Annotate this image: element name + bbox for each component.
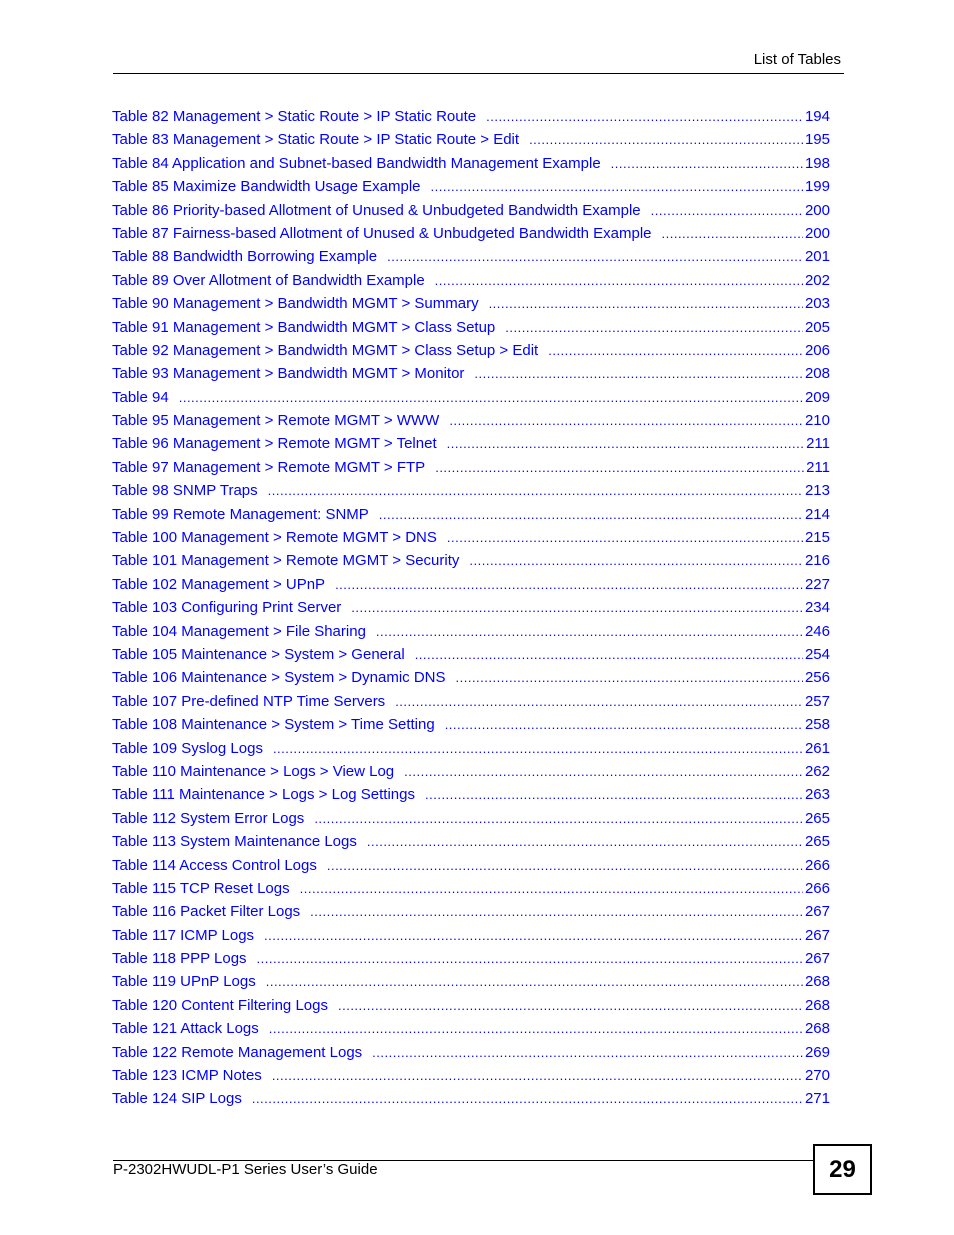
toc-entry-page: 199 bbox=[804, 178, 830, 196]
toc-entry-page: 269 bbox=[804, 1043, 830, 1061]
toc-entry-page: 213 bbox=[804, 482, 830, 500]
toc-entry-page: 216 bbox=[804, 552, 830, 570]
toc-entry-label: Table 107 Pre-defined NTP Time Servers bbox=[112, 692, 386, 710]
dot-leader bbox=[335, 573, 803, 596]
toc-entry-page: 234 bbox=[804, 599, 830, 617]
toc-entry[interactable] bbox=[112, 970, 830, 993]
toc-entry[interactable] bbox=[112, 152, 830, 175]
dot-leader bbox=[273, 737, 803, 760]
toc-entry-label: Table 108 Maintenance > System > Time Setting bbox=[112, 716, 435, 734]
dot-leader bbox=[367, 830, 803, 853]
toc-entry-page: 200 bbox=[804, 224, 830, 242]
toc-entry-label: Table 113 System Maintenance Logs bbox=[112, 833, 357, 851]
toc-entry-label: Table 123 ICMP Notes bbox=[112, 1067, 262, 1085]
dot-leader bbox=[431, 175, 803, 198]
toc-entry-page: 208 bbox=[804, 365, 830, 383]
toc-entry[interactable] bbox=[112, 1087, 830, 1110]
toc-entry-page: 266 bbox=[804, 879, 830, 897]
dot-leader bbox=[351, 596, 803, 619]
toc-entry[interactable] bbox=[112, 643, 830, 666]
toc-entry[interactable] bbox=[112, 222, 830, 245]
toc-entry-page: 203 bbox=[804, 295, 830, 313]
dot-leader bbox=[456, 666, 803, 689]
toc-entry[interactable] bbox=[112, 1041, 830, 1064]
toc-entry-label: Table 102 Management > UPnP bbox=[112, 575, 326, 593]
toc-entry[interactable] bbox=[112, 713, 830, 736]
toc-entry-page: 211 bbox=[806, 458, 830, 476]
toc-entry[interactable] bbox=[112, 549, 830, 572]
toc-entry-label: Table 91 Management > Bandwidth MGMT > Class Setup bbox=[112, 318, 496, 336]
toc-entry-label: Table 86 Priority-based Allotment of Unused & Unbudgeted Bandwidth Example bbox=[112, 201, 641, 219]
toc-entry[interactable] bbox=[112, 854, 830, 877]
toc-entry-page: 215 bbox=[804, 529, 830, 547]
toc-entry-page: 205 bbox=[804, 318, 830, 336]
toc-entry[interactable] bbox=[112, 105, 830, 128]
guide-title: P-2302HWUDL-P1 Series User’s Guide bbox=[113, 1161, 378, 1178]
dot-leader bbox=[651, 199, 803, 222]
toc-entry-label: Table 92 Management > Bandwidth MGMT > Class Setup > Edit bbox=[112, 341, 539, 359]
toc-entry[interactable] bbox=[112, 362, 830, 385]
toc-entry[interactable] bbox=[112, 830, 830, 853]
toc-entry-label: Table 101 Management > Remote MGMT > Security bbox=[112, 552, 460, 570]
section-title: List of Tables bbox=[753, 51, 841, 68]
toc-entry-page: 267 bbox=[804, 926, 830, 944]
dot-leader bbox=[662, 222, 803, 245]
toc-entry-page: 268 bbox=[804, 996, 830, 1014]
dot-leader bbox=[379, 503, 803, 526]
toc-entry-label: Table 99 Remote Management: SNMP bbox=[112, 505, 369, 523]
toc-entry[interactable] bbox=[112, 783, 830, 806]
toc-entry-page: 270 bbox=[804, 1067, 830, 1085]
toc-entry-label: Table 94 bbox=[112, 388, 169, 406]
toc-entry[interactable] bbox=[112, 386, 830, 409]
toc-entry-label: Table 115 TCP Reset Logs bbox=[112, 879, 290, 897]
dot-leader bbox=[447, 432, 804, 455]
toc-entry[interactable] bbox=[112, 128, 830, 151]
dot-leader bbox=[529, 128, 803, 151]
toc-entry[interactable] bbox=[112, 456, 830, 479]
dot-leader bbox=[449, 409, 803, 432]
toc-entry-page: 206 bbox=[804, 341, 830, 359]
dot-leader bbox=[327, 854, 803, 877]
toc-entry-label: Table 103 Configuring Print Server bbox=[112, 599, 342, 617]
dot-leader bbox=[611, 152, 803, 175]
dot-leader bbox=[387, 245, 803, 268]
toc-entry-label: Table 95 Management > Remote MGMT > WWW bbox=[112, 412, 440, 430]
toc-entry[interactable] bbox=[112, 620, 830, 643]
toc-entry-label: Table 83 Management > Static Route > IP Static Route > Edit bbox=[112, 131, 520, 149]
dot-leader bbox=[435, 269, 803, 292]
toc-entry-page: 198 bbox=[804, 154, 830, 172]
toc-entry[interactable] bbox=[112, 877, 830, 900]
toc-entry-label: Table 82 Management > Static Route > IP Static Route bbox=[112, 108, 477, 125]
page-number-box bbox=[813, 1144, 872, 1195]
toc-entry-page: 202 bbox=[804, 271, 830, 289]
toc-entry[interactable] bbox=[112, 1064, 830, 1087]
toc-entry-label: Table 120 Content Filtering Logs bbox=[112, 996, 328, 1014]
header-divider bbox=[113, 73, 844, 74]
toc-entry[interactable] bbox=[112, 994, 830, 1017]
dot-leader bbox=[404, 760, 803, 783]
toc-entry[interactable] bbox=[112, 807, 830, 830]
toc-entry[interactable] bbox=[112, 292, 830, 315]
list-of-tables bbox=[112, 105, 830, 1111]
toc-entry[interactable] bbox=[112, 339, 830, 362]
toc-entry[interactable] bbox=[112, 526, 830, 549]
toc-entry-page: 211 bbox=[806, 435, 830, 453]
toc-entry[interactable] bbox=[112, 199, 830, 222]
dot-leader bbox=[486, 105, 803, 128]
dot-leader bbox=[252, 1087, 803, 1110]
toc-entry-label: Table 112 System Error Logs bbox=[112, 809, 305, 827]
toc-entry-label: Table 85 Maximize Bandwidth Usage Example bbox=[112, 178, 421, 196]
toc-entry-page: 265 bbox=[804, 809, 830, 827]
dot-leader bbox=[469, 549, 803, 572]
dot-leader bbox=[264, 924, 803, 947]
toc-entry-page: 210 bbox=[804, 412, 830, 430]
dot-leader bbox=[415, 643, 803, 666]
toc-entry-label: Table 96 Management > Remote MGMT > Telnet bbox=[112, 435, 437, 453]
toc-entry-page: 266 bbox=[804, 856, 830, 874]
toc-entry-page: 271 bbox=[804, 1090, 830, 1108]
toc-entry-page: 267 bbox=[804, 903, 830, 921]
toc-entry-page: 200 bbox=[804, 201, 830, 219]
toc-entry[interactable] bbox=[112, 245, 830, 268]
toc-entry-label: Table 97 Management > Remote MGMT > FTP bbox=[112, 458, 426, 476]
dot-leader bbox=[310, 900, 803, 923]
toc-entry-label: Table 110 Maintenance > Logs > View Log bbox=[112, 762, 395, 780]
toc-entry-label: Table 89 Over Allotment of Bandwidth Example bbox=[112, 271, 425, 289]
toc-entry-label: Table 121 Attack Logs bbox=[112, 1020, 259, 1038]
toc-entry[interactable] bbox=[112, 409, 830, 432]
toc-entry[interactable] bbox=[112, 596, 830, 619]
toc-entry[interactable] bbox=[112, 503, 830, 526]
dot-leader bbox=[435, 456, 804, 479]
toc-entry-label: Table 116 Packet Filter Logs bbox=[112, 903, 301, 921]
toc-entry[interactable] bbox=[112, 1017, 830, 1040]
toc-entry-label: Table 87 Fairness-based Allotment of Unused & Unbudgeted Bandwidth Example bbox=[112, 224, 652, 242]
toc-entry-label: Table 93 Management > Bandwidth MGMT > Monitor bbox=[112, 365, 465, 383]
toc-entry[interactable] bbox=[112, 316, 830, 339]
toc-entry-label: Table 98 SNMP Traps bbox=[112, 482, 258, 500]
toc-entry-page: 254 bbox=[804, 645, 830, 663]
dot-leader bbox=[548, 339, 803, 362]
dot-leader bbox=[272, 1064, 803, 1087]
dot-leader bbox=[489, 292, 803, 315]
toc-entry-page: 214 bbox=[804, 505, 830, 523]
toc-entry-page: 227 bbox=[804, 575, 830, 593]
dot-leader bbox=[300, 877, 803, 900]
toc-entry-page: 268 bbox=[804, 973, 830, 991]
toc-entry[interactable] bbox=[112, 666, 830, 689]
toc-entry-page: 246 bbox=[804, 622, 830, 640]
toc-entry[interactable] bbox=[112, 760, 830, 783]
page-number: 29 bbox=[829, 1155, 856, 1183]
toc-entry[interactable] bbox=[112, 900, 830, 923]
toc-entry-page: 267 bbox=[804, 950, 830, 968]
toc-entry-label: Table 105 Maintenance > System > General bbox=[112, 645, 405, 663]
dot-leader bbox=[257, 947, 803, 970]
toc-entry-label: Table 124 SIP Logs bbox=[112, 1090, 242, 1108]
toc-entry-label: Table 117 ICMP Logs bbox=[112, 926, 255, 944]
dot-leader bbox=[445, 713, 803, 736]
dot-leader bbox=[266, 970, 803, 993]
toc-entry-label: Table 122 Remote Management Logs bbox=[112, 1043, 363, 1061]
toc-entry-label: Table 104 Management > File Sharing bbox=[112, 622, 366, 640]
dot-leader bbox=[395, 690, 803, 713]
toc-entry-page: 209 bbox=[804, 388, 830, 406]
toc-entry-label: Table 106 Maintenance > System > Dynamic DNS bbox=[112, 669, 446, 687]
toc-entry[interactable] bbox=[112, 690, 830, 713]
toc-entry-page: 195 bbox=[804, 131, 830, 149]
dot-leader bbox=[314, 807, 803, 830]
toc-entry-label: Table 119 UPnP Logs bbox=[112, 973, 256, 991]
toc-entry-page: 258 bbox=[804, 716, 830, 734]
toc-entry-label: Table 114 Access Control Logs bbox=[112, 856, 317, 874]
toc-entry-label: Table 109 Syslog Logs bbox=[112, 739, 263, 757]
toc-entry-page: 262 bbox=[804, 762, 830, 780]
toc-entry-label: Table 118 PPP Logs bbox=[112, 950, 247, 968]
dot-leader bbox=[269, 1017, 803, 1040]
toc-entry-page: 194 bbox=[804, 108, 830, 125]
toc-entry[interactable] bbox=[112, 924, 830, 947]
toc-entry-label: Table 88 Bandwidth Borrowing Example bbox=[112, 248, 378, 266]
dot-leader bbox=[338, 994, 803, 1017]
dot-leader bbox=[376, 620, 803, 643]
dot-leader bbox=[268, 479, 803, 502]
toc-entry-label: Table 111 Maintenance > Logs > Log Settings bbox=[112, 786, 415, 804]
dot-leader bbox=[425, 783, 803, 806]
toc-entry-label: Table 90 Management > Bandwidth MGMT > Summary bbox=[112, 295, 479, 313]
toc-entry-page: 256 bbox=[804, 669, 830, 687]
toc-entry[interactable] bbox=[112, 573, 830, 596]
toc-entry[interactable] bbox=[112, 175, 830, 198]
toc-entry-page: 257 bbox=[804, 692, 830, 710]
toc-entry-page: 201 bbox=[804, 248, 830, 266]
toc-entry-page: 261 bbox=[804, 739, 830, 757]
toc-entry[interactable] bbox=[112, 737, 830, 760]
toc-entry-page: 265 bbox=[804, 833, 830, 851]
dot-leader bbox=[179, 386, 803, 409]
toc-entry-label: Table 84 Application and Subnet-based Bandwidth Management Example bbox=[112, 154, 601, 172]
toc-entry[interactable] bbox=[112, 947, 830, 970]
dot-leader bbox=[372, 1041, 803, 1064]
toc-entry-label: Table 100 Management > Remote MGMT > DNS bbox=[112, 529, 437, 547]
toc-entry[interactable] bbox=[112, 269, 830, 292]
toc-entry-page: 268 bbox=[804, 1020, 830, 1038]
dot-leader bbox=[505, 316, 803, 339]
toc-entry[interactable] bbox=[112, 432, 830, 455]
dot-leader bbox=[474, 362, 803, 385]
toc-entry-page: 263 bbox=[804, 786, 830, 804]
dot-leader bbox=[447, 526, 803, 549]
toc-entry[interactable] bbox=[112, 479, 830, 502]
